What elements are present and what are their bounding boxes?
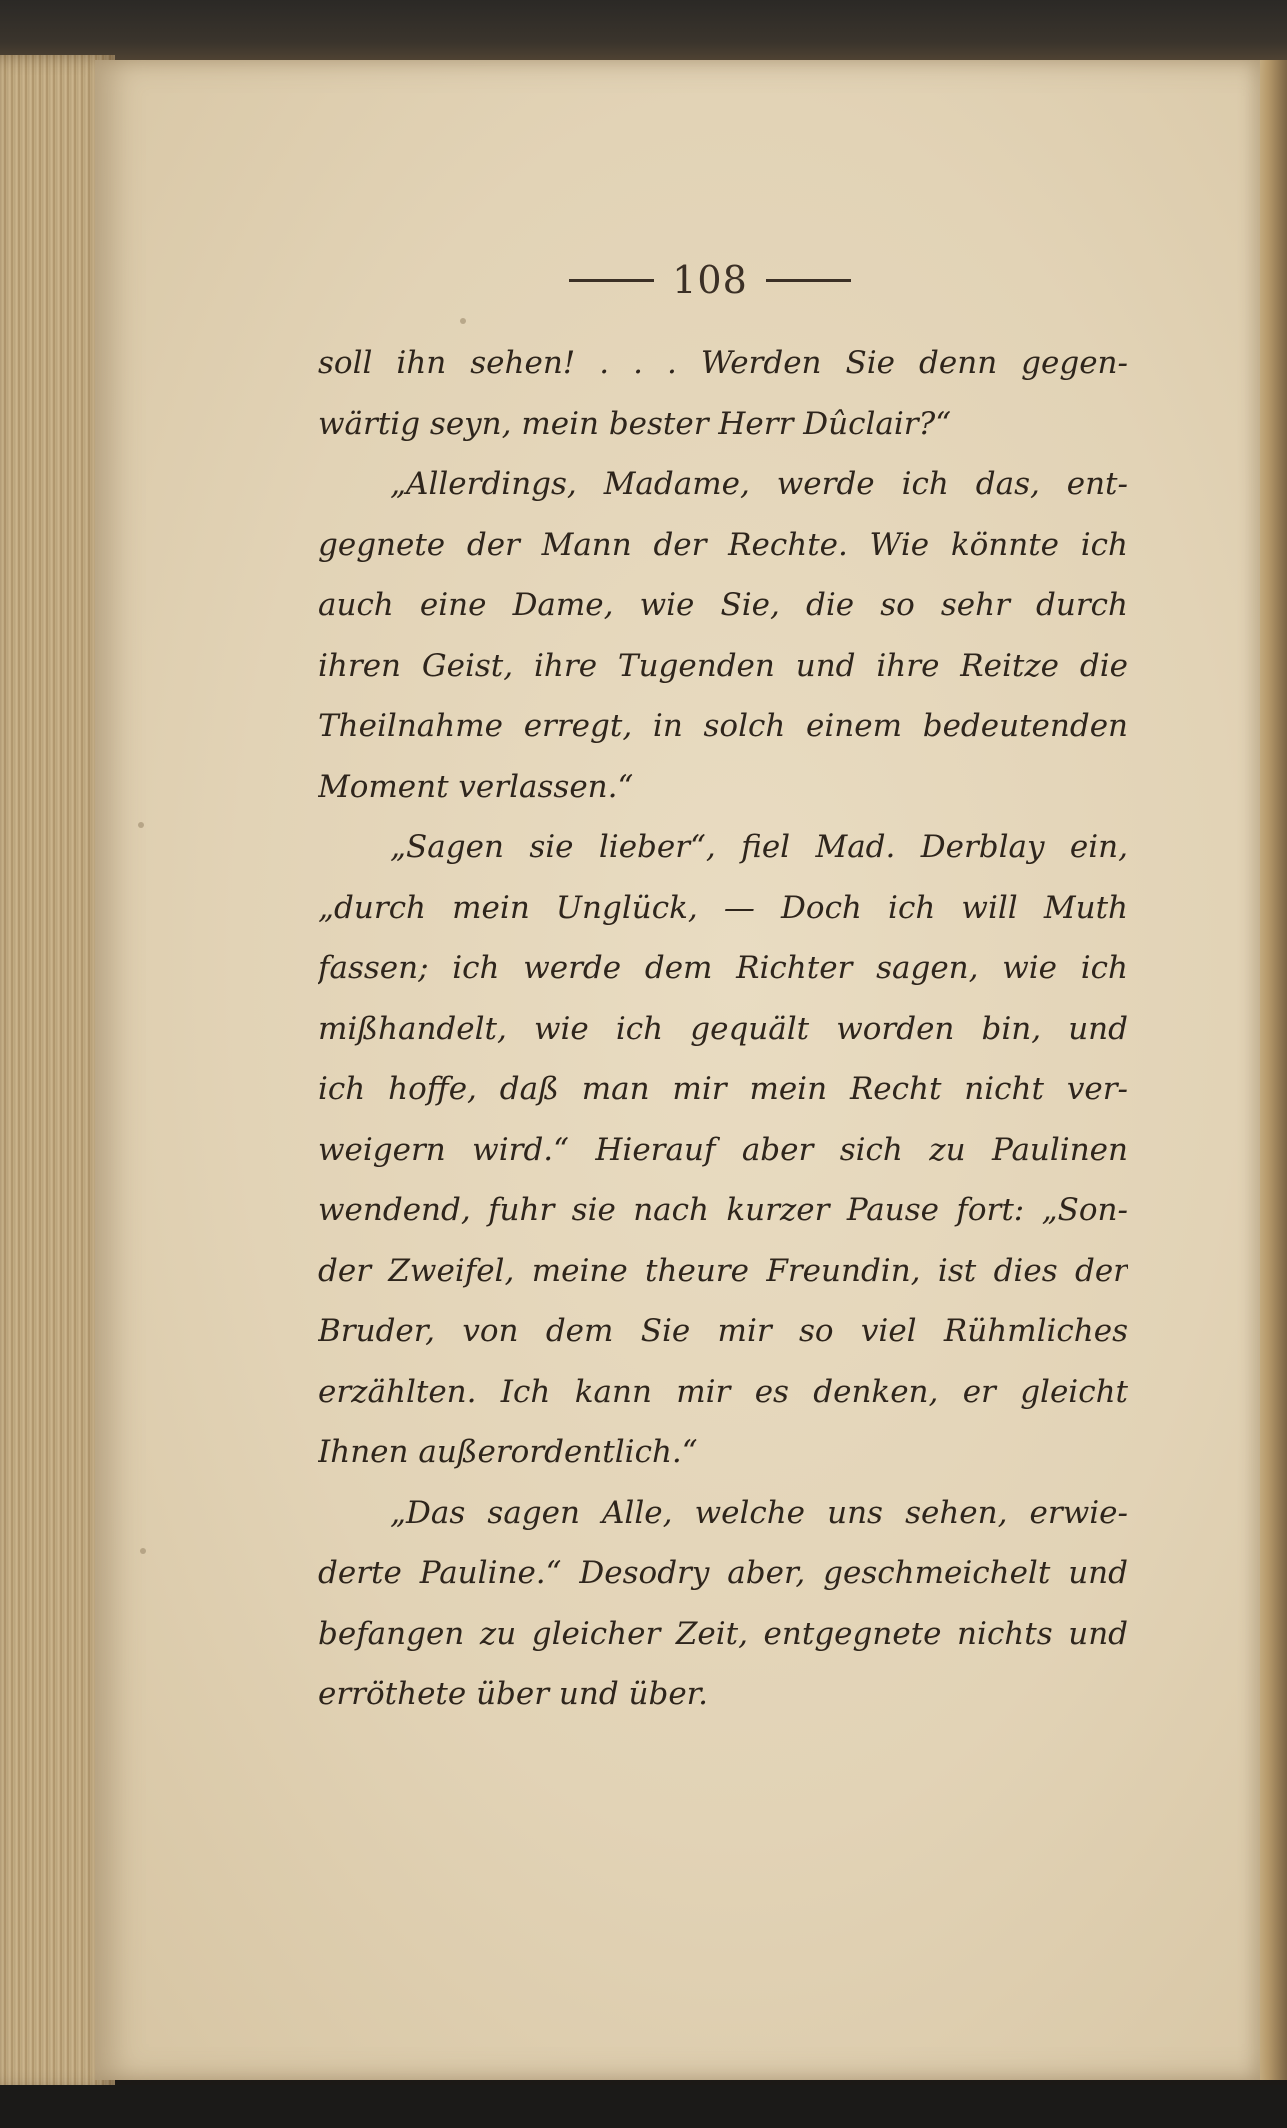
text-line: derte Pauline.“ Desodry aber, geschmeichelt und [318,1555,1128,1591]
page-text [318,333,1128,1725]
page-header [540,250,880,310]
text-line: wendend, fuhr sie nach kurzer Pause fort: „Son- [318,1192,1128,1228]
text-line: Moment verlassen.“ [318,768,634,805]
text-line: Ihnen außerordentlich.“ [318,1434,698,1470]
text-line: mißhandelt, wie ich gequält worden bin, und [318,1010,1128,1047]
text-line: soll ihn sehen! . . . Werden Sie denn gegen- [318,345,1128,381]
text-line: erröthete über und über. [318,1676,708,1712]
text-line: „Sagen sie lieber“, fiel Mad. Derblay ein, [390,829,1128,865]
text-line: auch eine Dame, wie Sie, die so sehr durch [318,587,1128,623]
text-line: befangen zu gleicher Zeit, entgegnete nichts und [318,1615,1128,1652]
paper-speck [138,822,144,828]
text-line: „Allerdings, Madame, werde ich das, ent- [390,466,1128,502]
text-line: wärtig seyn, mein bester Herr Dûclair?“ [318,405,952,442]
text-line: „Das sagen Alle, welche uns sehen, erwie- [390,1494,1128,1531]
text-line: „durch mein Unglück, — Doch ich will Muth [318,889,1128,926]
text-line: Bruder, von dem Sie mir so viel Rühmliches [318,1313,1128,1349]
page-number: 108 [672,258,748,302]
paper-speck [140,1548,146,1554]
header-dash-left [569,279,654,282]
text-line: gegnete der Mann der Rechte. Wie könnte ich [318,526,1128,563]
text-line: erzählten. Ich kann mir es denken, er gleicht [318,1373,1128,1410]
text-line: ich hoffe, daß man mir mein Recht nicht ver- [318,1071,1128,1107]
text-line: weigern wird.“ Hierauf aber sich zu Paulinen [318,1131,1128,1168]
paper-speck [460,318,466,324]
scan-bottom-edge [0,2085,1287,2128]
header-dash-right [766,279,851,282]
text-line: ihren Geist, ihre Tugenden und ihre Reitze die [318,647,1128,684]
text-line: Theilnahme erregt, in solch einem bedeutenden [318,708,1128,744]
text-line: fassen; ich werde dem Richter sagen, wie ich [318,950,1128,986]
text-line: der Zweifel, meine theure Freundin, ist dies der [318,1252,1128,1289]
